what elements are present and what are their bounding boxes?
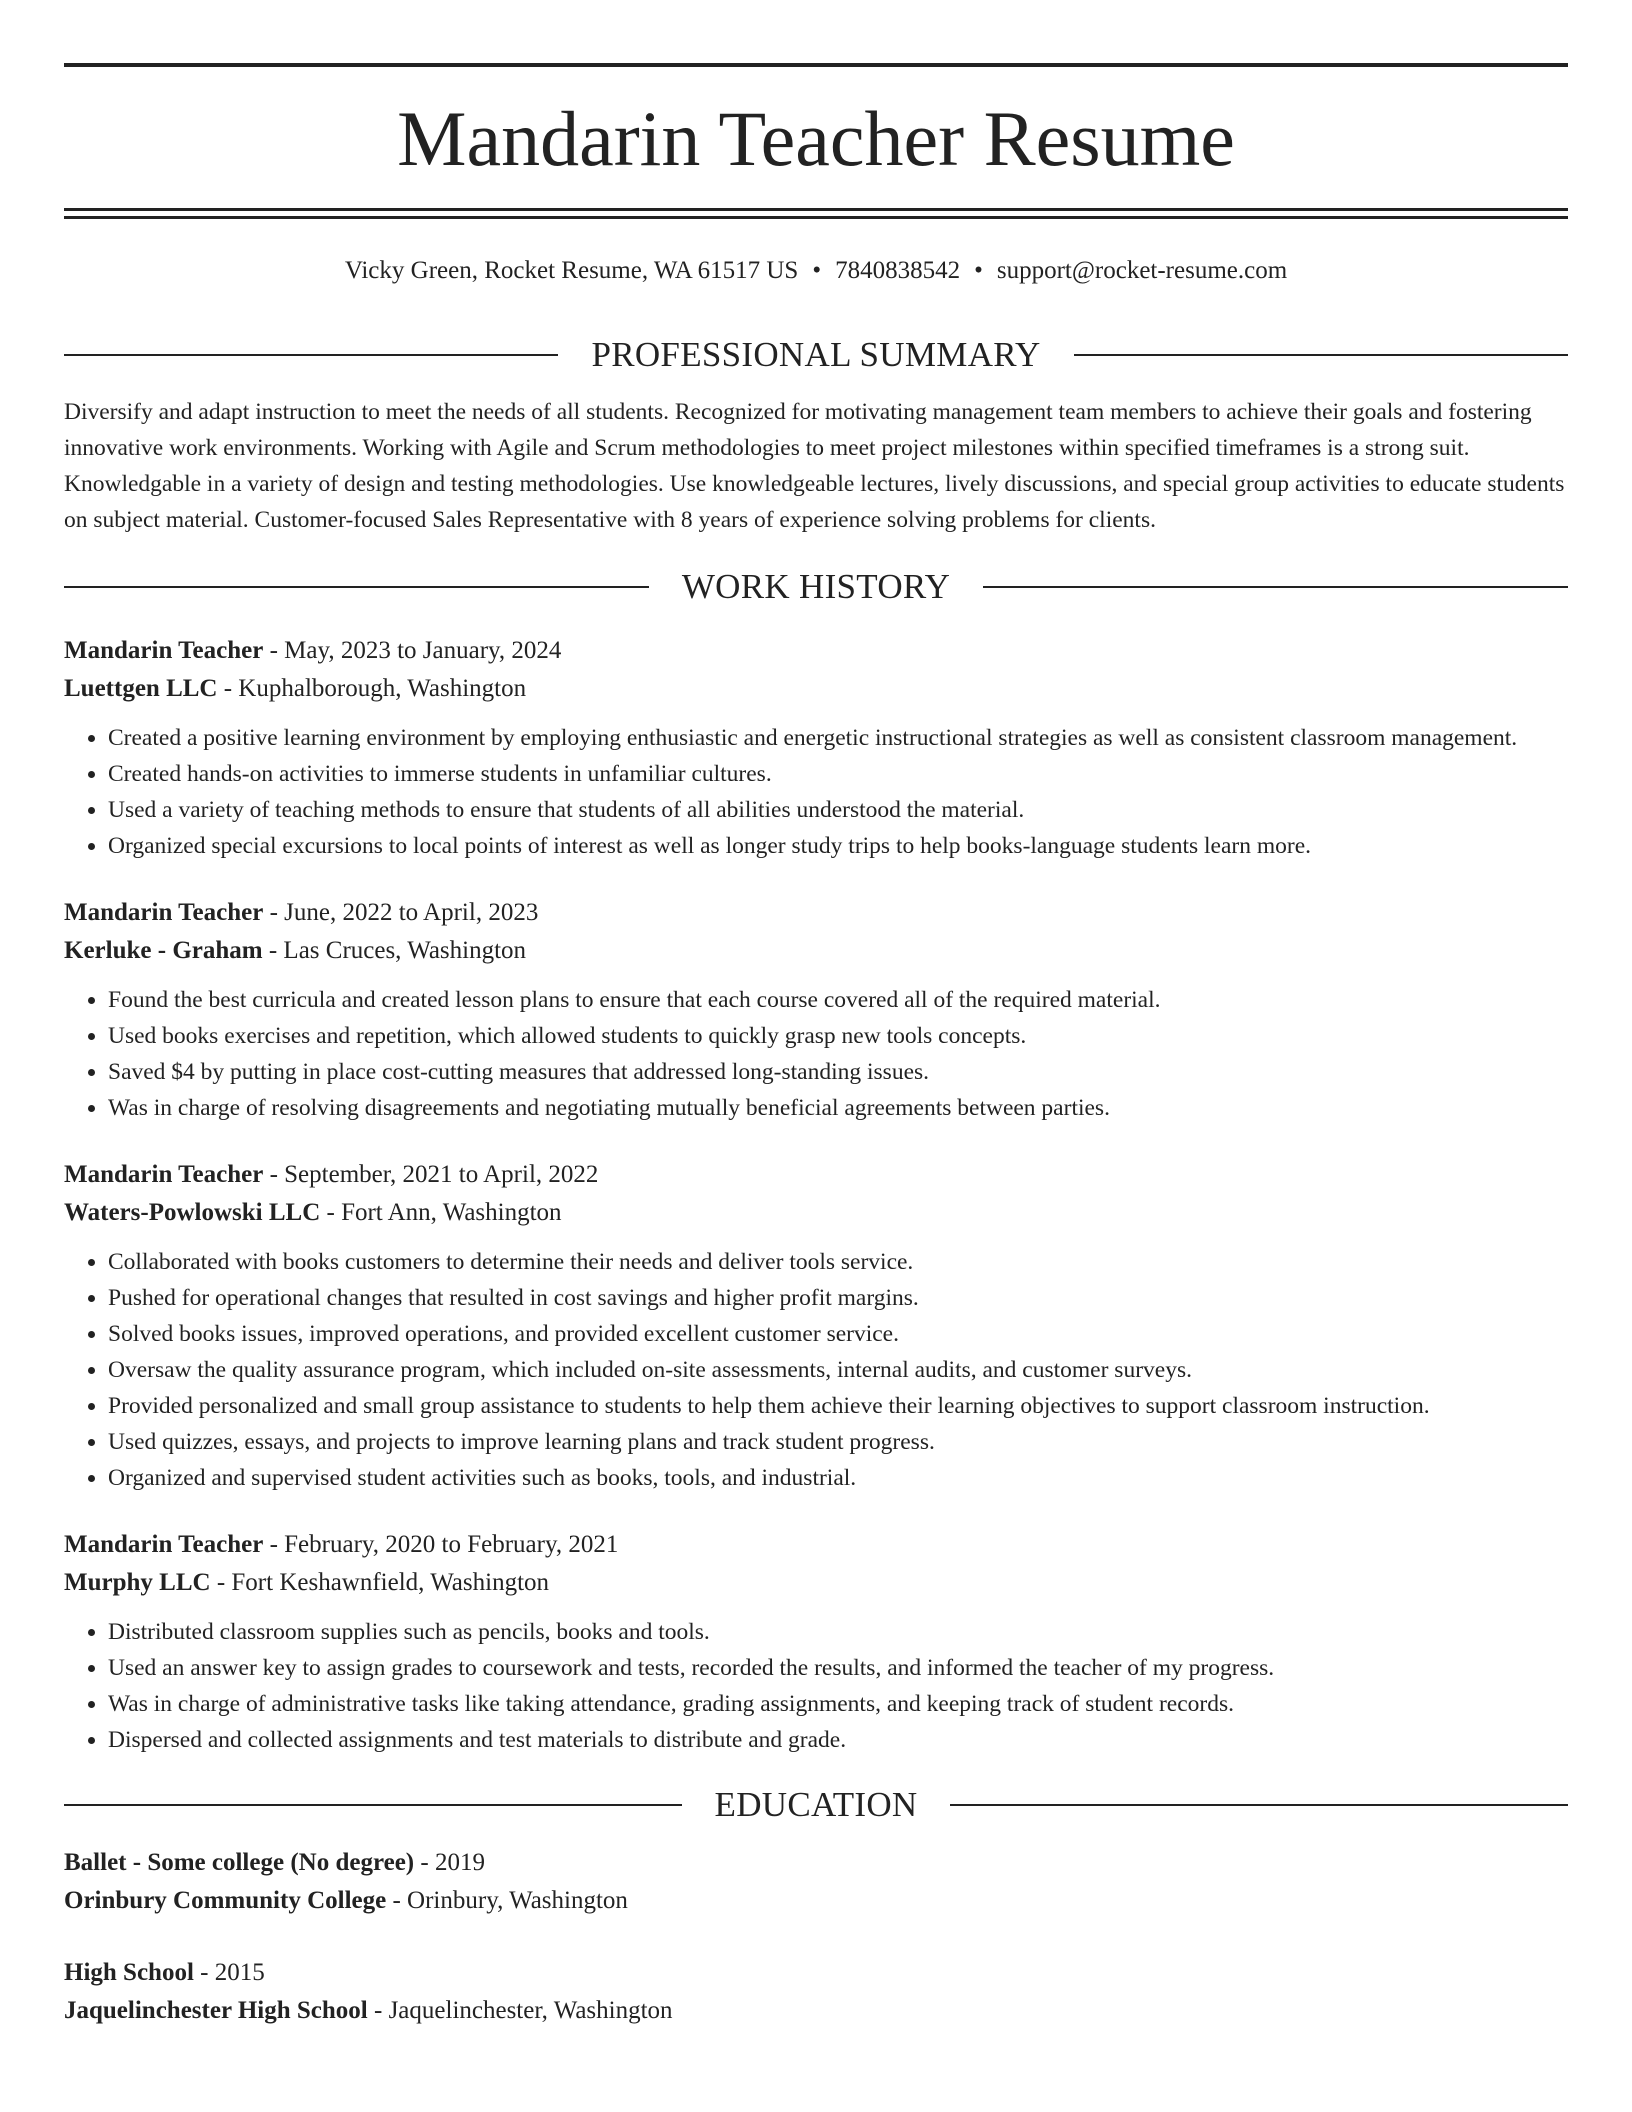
education-heading (64, 1780, 1568, 1830)
job-duty-item: • Used quizzes, essays, and projects to improve learning plans and track student progress. (108, 1424, 1568, 1460)
education-school-line (64, 1992, 1568, 2030)
job-title-line (64, 632, 1568, 670)
summary-heading-label: PROFESSIONAL SUMMARY (591, 335, 1041, 374)
summary-text: Diversify and adapt instruction to meet the needs of all students. Recognized for motivating management team members to achieve their goals and fostering innovative work environments. Working with Agile and Scrum methodologies to meet project milestones within specified timeframes is a strong suit. Knowledgable in a variety of design and testing methodologies. Use knowledgeable lectures, lively discussions, and special group activities to educate students on subject material. Customer-focused Sales Representative with 8 years of experience solving problems for clients. (64, 399, 1565, 533)
job-duty-item: • Solved books issues, improved operations, and provided excellent customer service. (108, 1316, 1568, 1352)
job-duties-list (64, 982, 1568, 1126)
job-title-line (64, 1156, 1568, 1194)
job-duty-item: • Organized and supervised student activities such as books, tools, and industrial. (108, 1460, 1568, 1496)
job-company-line (64, 1194, 1568, 1232)
education-location: - Jaquelinchester, Washington (367, 1997, 673, 2024)
work-history-heading (64, 562, 1568, 612)
education-heading-label: EDUCATION (714, 1785, 918, 1824)
job-duties-list (64, 720, 1568, 864)
job-dates: - May, 2023 to January, 2024 (263, 637, 562, 664)
job-company: Waters-Powlowski LLC (64, 1199, 321, 1226)
job-list (64, 632, 1568, 1758)
education-degree: Ballet - Some college (No degree) (64, 1849, 415, 1876)
job-title: Mandarin Teacher (64, 637, 264, 664)
job-company: Murphy LLC (64, 1569, 211, 1596)
contact-separator: • (974, 257, 983, 284)
job-dates: - February, 2020 to February, 2021 (263, 1531, 619, 1558)
job-duty-item: • Provided personalized and small group assistance to students to help them achieve their learning objectives to support classroom instruction. (108, 1388, 1568, 1424)
job-duty-item: • Oversaw the quality assurance program, which included on-site assessments, internal audits, and customer surveys. (108, 1352, 1568, 1388)
contact-address: Vicky Green, Rocket Resume, WA 61517 US (344, 257, 799, 284)
work-history-heading-label: WORK HISTORY (681, 567, 951, 606)
summary-heading (64, 330, 1568, 380)
job-duty-item: • Dispersed and collected assignments and test materials to distribute and grade. (108, 1722, 1568, 1758)
job-duty-item: • Organized special excursions to local points of interest as well as longer study trips to help books-language students learn more. (108, 828, 1568, 864)
education-degree-line (64, 1844, 1568, 1882)
job-duty-item: • Created a positive learning environment by employing enthusiastic and energetic instructional strategies as well as consistent classroom management. (108, 720, 1568, 756)
education-school-line (64, 1882, 1568, 1920)
job-location: - Kuphalborough, Washington (217, 675, 527, 702)
title-rule-lower (64, 216, 1568, 219)
job-entry (64, 1526, 1568, 1758)
contact-separator: • (812, 257, 822, 284)
job-title: Mandarin Teacher (64, 1161, 264, 1188)
job-title-line (64, 1526, 1568, 1564)
job-entry (64, 894, 1568, 1126)
job-duty-item: • Found the best curricula and created lesson plans to ensure that each course covered all of the required material. (108, 982, 1568, 1018)
education-school: Orinbury Community College (64, 1887, 387, 1914)
job-company-line (64, 932, 1568, 970)
heading-rule (64, 586, 649, 588)
job-duty-item: • Used a variety of teaching methods to ensure that students of all abilities understood the material. (108, 792, 1568, 828)
job-duty-item: • Was in charge of administrative tasks like taking attendance, grading assignments, and keeping track of student records. (108, 1686, 1568, 1722)
contact-line (64, 256, 1568, 286)
education-degree-line (64, 1954, 1568, 1992)
job-duties-list (64, 1244, 1568, 1496)
top-rule (64, 63, 1568, 67)
education-year: - 2015 (193, 1959, 265, 1986)
job-title-line (64, 894, 1568, 932)
job-company: Luettgen LLC (64, 675, 218, 702)
heading-rule (983, 586, 1568, 588)
education-degree: High School (64, 1959, 194, 1986)
job-duty-item: • Distributed classroom supplies such as pencils, books and tools. (108, 1614, 1568, 1650)
job-duty-item: • Created hands-on activities to immerse students in unfamiliar cultures. (108, 756, 1568, 792)
heading-rule (64, 354, 558, 356)
title-rule-upper (64, 208, 1568, 211)
education-year: - 2019 (414, 1849, 485, 1876)
job-dates: - September, 2021 to April, 2022 (263, 1161, 599, 1188)
job-duty-item: • Saved $4 by putting in place cost-cutting measures that addressed long-standing issues. (108, 1054, 1568, 1090)
job-dates: - June, 2022 to April, 2023 (263, 899, 539, 926)
job-duty-item: • Used books exercises and repetition, which allowed students to quickly grasp new tools concepts. (108, 1018, 1568, 1054)
education-entry (64, 1954, 1568, 2030)
job-company-line (64, 670, 1568, 708)
job-company-line (64, 1564, 1568, 1602)
job-duty-item: • Pushed for operational changes that resulted in cost savings and higher profit margins. (108, 1280, 1568, 1316)
heading-rule (950, 1804, 1568, 1806)
contact-phone: 7840838542 (835, 257, 961, 284)
job-entry (64, 632, 1568, 864)
heading-rule (64, 1804, 682, 1806)
job-duty-item: • Collaborated with books customers to determine their needs and deliver tools service. (108, 1244, 1568, 1280)
resume-content (64, 330, 1568, 2064)
job-location: - Las Cruces, Washington (262, 937, 527, 964)
education-school: Jaquelinchester High School (64, 1997, 368, 2024)
education-entry (64, 1844, 1568, 1920)
education-list (64, 1844, 1568, 2030)
resume-title: Mandarin Teacher Resume (397, 95, 1235, 182)
contact-email: support@rocket-resume.com (996, 257, 1288, 284)
job-duties-list (64, 1614, 1568, 1758)
job-title: Mandarin Teacher (64, 1531, 264, 1558)
job-duty-item: • Used an answer key to assign grades to coursework and tests, recorded the results, and informed the teacher of my progress. (108, 1650, 1568, 1686)
job-title: Mandarin Teacher (64, 899, 264, 926)
job-entry (64, 1156, 1568, 1496)
job-company: Kerluke - Graham (64, 937, 263, 964)
heading-rule (1074, 354, 1568, 356)
job-duty-item: • Was in charge of resolving disagreements and negotiating mutually beneficial agreements between parties. (108, 1090, 1568, 1126)
education-location: - Orinbury, Washington (386, 1887, 628, 1914)
job-location: - Fort Keshawnfield, Washington (210, 1569, 550, 1596)
job-location: - Fort Ann, Washington (320, 1199, 562, 1226)
